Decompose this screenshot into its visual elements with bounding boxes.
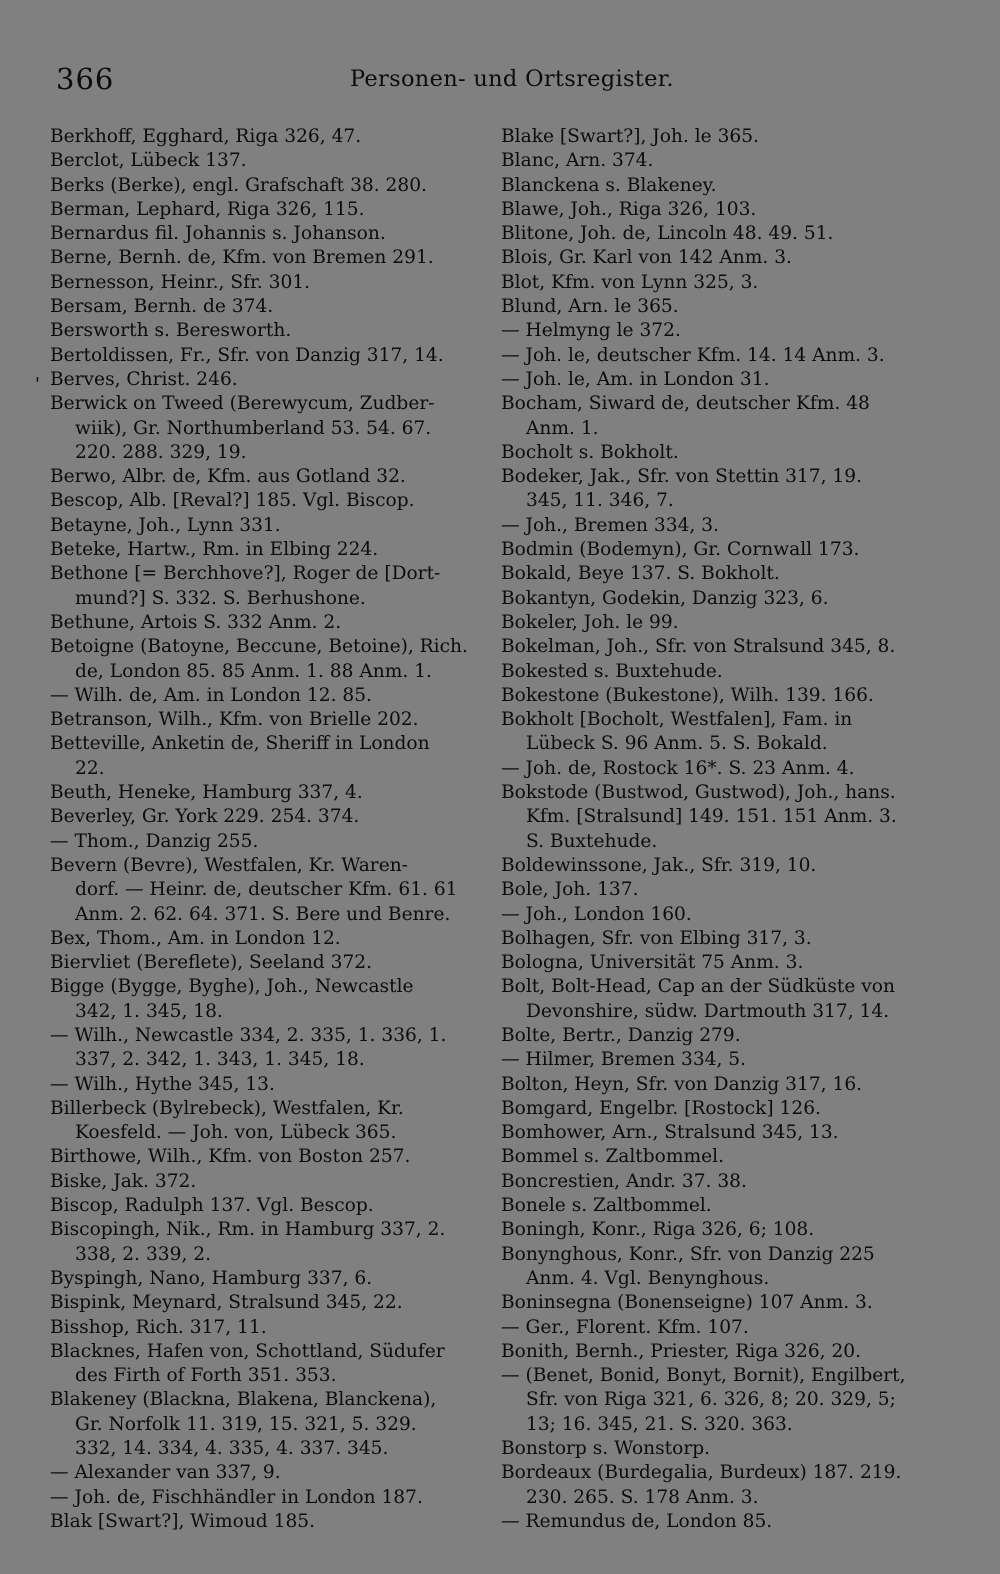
- index-entry: Bodmin (Bodemyn), Gr. Cornwall 173.: [501, 539, 860, 561]
- left-column: [50, 125, 500, 1534]
- index-entry: Bonele s. Zaltbommel.: [501, 1195, 712, 1217]
- index-entry: Bethone [= Berchhove?], Roger de [Dort-: [50, 563, 441, 585]
- index-entry: Bodeker, Jak., Sfr. von Stettin 317, 19.: [501, 466, 862, 488]
- index-entry: — Wilh. de, Am. in London 12. 85.: [50, 684, 372, 706]
- index-entry-continuation: des Firth of Forth 351. 353.: [75, 1365, 337, 1387]
- index-entry: Bomgard, Engelbr. [Rostock] 126.: [501, 1097, 821, 1119]
- index-entry: Blitone, Joh. de, Lincoln 48. 49. 51.: [501, 223, 834, 245]
- index-entry: Bokeler, Joh. le 99.: [501, 611, 679, 633]
- index-entry: Boldewinssone, Jak., Sfr. 319, 10.: [501, 854, 817, 876]
- index-entry-continuation: 220. 288. 329, 19.: [75, 441, 247, 463]
- index-entry-continuation: de, London 85. 85 Anm. 1. 88 Anm. 1.: [75, 660, 432, 682]
- index-entry: Bolton, Heyn, Sfr. von Danzig 317, 16.: [501, 1073, 863, 1095]
- index-entry-continuation: S. Buxtehude.: [526, 830, 658, 852]
- index-entry-continuation: wiik), Gr. Northumberland 53. 54. 67.: [75, 417, 432, 439]
- index-entry-continuation: 22.: [75, 757, 105, 779]
- index-entry-continuation: Koesfeld. — Joh. von, Lübeck 365.: [75, 1122, 397, 1144]
- index-entry-continuation: Lübeck S. 96 Anm. 5. S. Bokald.: [526, 733, 828, 755]
- index-entry: Bokantyn, Godekin, Danzig 323, 6.: [501, 587, 829, 609]
- index-entry: Boningh, Konr., Riga 326, 6; 108.: [501, 1219, 815, 1241]
- index-entry-continuation: 337, 2. 342, 1. 343, 1. 345, 18.: [75, 1049, 365, 1071]
- index-entry: Bonstorp s. Wonstorp.: [501, 1438, 711, 1460]
- index-entry: Bologna, Universität 75 Anm. 3.: [501, 952, 804, 974]
- index-entry: Birthowe, Wilh., Kfm. von Boston 257.: [50, 1146, 411, 1168]
- index-entry: Betayne, Joh., Lynn 331.: [50, 514, 281, 536]
- index-entry: — Joh. de, Fischhändler in London 187.: [50, 1486, 423, 1508]
- index-entry: Bolte, Bertr., Danzig 279.: [501, 1024, 741, 1046]
- index-entry: Bordeaux (Burdegalia, Burdeux) 187. 219.: [501, 1462, 902, 1484]
- index-entry: Beteke, Hartw., Rm. in Elbing 224.: [50, 539, 379, 561]
- index-entry-continuation: 338, 2. 339, 2.: [75, 1243, 212, 1265]
- index-entry: Bonynghous, Konr., Sfr. von Danzig 225: [501, 1243, 875, 1265]
- index-entry: Blanc, Arn. 374.: [501, 150, 654, 172]
- index-entry: Blawe, Joh., Riga 326, 103.: [501, 198, 757, 220]
- index-entry: Biscop, Radulph 137. Vgl. Bescop.: [50, 1195, 374, 1217]
- index-entry-continuation: Kfm. [Stralsund] 149. 151. 151 Anm. 3.: [526, 806, 897, 828]
- index-entry: Billerbeck (Bylrebeck), Westfalen, Kr.: [50, 1097, 404, 1119]
- index-entry: Blacknes, Hafen von, Schottland, Südufer: [50, 1340, 445, 1362]
- index-entry: Bocholt s. Bokholt.: [501, 441, 679, 463]
- index-entry: Berves, Christ. 246.: [50, 368, 238, 390]
- index-entry: Berclot, Lübeck 137.: [50, 150, 247, 172]
- index-entry: Betoigne (Batoyne, Beccune, Betoine), Rich.: [50, 636, 468, 658]
- index-entry: — Joh. de, Rostock 16*. S. 23 Anm. 4.: [501, 757, 855, 779]
- index-entry: — Alexander van 337, 9.: [50, 1462, 281, 1484]
- index-entry: Bispink, Meynard, Stralsund 345, 22.: [50, 1292, 403, 1314]
- index-entry-continuation: Anm. 2. 62. 64. 371. S. Bere und Benre.: [75, 903, 451, 925]
- index-entry: Boncrestien, Andr. 37. 38.: [501, 1170, 747, 1192]
- page-number: 366: [56, 62, 115, 96]
- index-entry: Bocham, Siward de, deutscher Kfm. 48: [501, 393, 870, 415]
- index-entry-continuation: Anm. 1.: [526, 417, 599, 439]
- index-entry: Betteville, Anketin de, Sheriff in London: [50, 733, 430, 755]
- index-entry-continuation: Sfr. von Riga 321, 6. 326, 8; 20. 329, 5;: [526, 1389, 896, 1411]
- index-entry: — Helmyng le 372.: [501, 320, 681, 342]
- index-entry: Bommel s. Zaltbommel.: [501, 1146, 724, 1168]
- index-entry: Blois, Gr. Karl von 142 Anm. 3.: [501, 247, 792, 269]
- running-head: Personen- und Ortsregister.: [350, 66, 674, 92]
- index-entry: Bisshop, Rich. 317, 11.: [50, 1316, 267, 1338]
- index-entry: Bokestone (Bukestone), Wilh. 139. 166.: [501, 684, 874, 706]
- index-entry: — Wilh., Hythe 345, 13.: [50, 1073, 275, 1095]
- index-entry: — Thom., Danzig 255.: [50, 830, 259, 852]
- index-entry: — Hilmer, Bremen 334, 5.: [501, 1049, 747, 1071]
- index-entry: Bex, Thom., Am. in London 12.: [50, 927, 341, 949]
- index-entry: Blak [Swart?], Wimoud 185.: [50, 1510, 316, 1532]
- index-entry: Bokelman, Joh., Sfr. von Stralsund 345, 8.: [501, 636, 896, 658]
- margin-mark: ': [35, 374, 40, 395]
- index-entry-continuation: dorf. — Heinr. de, deutscher Kfm. 61. 61: [75, 879, 458, 901]
- index-entry-continuation: Devonshire, südw. Dartmouth 317, 14.: [526, 1000, 890, 1022]
- index-entry: Bokald, Beye 137. S. Bokholt.: [501, 563, 780, 585]
- index-entry: Bolhagen, Sfr. von Elbing 317, 3.: [501, 927, 812, 949]
- index-entry: Bernesson, Heinr., Sfr. 301.: [50, 271, 311, 293]
- index-entry: — Joh. le, deutscher Kfm. 14. 14 Anm. 3.: [501, 344, 885, 366]
- index-entry: Berwick on Tweed (Berewycum, Zudber-: [50, 393, 435, 415]
- index-entry: Bernardus fil. Johannis s. Johanson.: [50, 223, 386, 245]
- index-entry: Bigge (Bygge, Byghe), Joh., Newcastle: [50, 976, 414, 998]
- index-entry: Berkhoff, Egghard, Riga 326, 47.: [50, 126, 362, 147]
- index-entry-continuation: 332, 14. 334, 4. 335, 4. 337. 345.: [75, 1438, 389, 1460]
- index-entry: Berwo, Albr. de, Kfm. aus Gotland 32.: [50, 466, 406, 488]
- index-entry: Blanckena s. Blakeney.: [501, 174, 717, 196]
- index-entry: Bomhower, Arn., Stralsund 345, 13.: [501, 1122, 839, 1144]
- index-entry: Blake [Swart?], Joh. le 365.: [501, 126, 759, 147]
- index-entry: Bokholt [Bocholt, Westfalen], Fam. in: [501, 709, 853, 731]
- index-entry: Biervliet (Bereflete), Seeland 372.: [50, 952, 373, 974]
- index-entry: Bethune, Artois S. 332 Anm. 2.: [50, 611, 342, 633]
- index-entry: Bolt, Bolt-Head, Cap an der Südküste von: [501, 976, 895, 998]
- index-entry: Bokstode (Bustwod, Gustwod), Joh., hans.: [501, 782, 896, 804]
- index-entry: Blot, Kfm. von Lynn 325, 3.: [501, 271, 759, 293]
- index-entry: Biske, Jak. 372.: [50, 1170, 197, 1192]
- index-entry: — Joh. le, Am. in London 31.: [501, 368, 770, 390]
- right-column: [501, 125, 946, 1534]
- index-entry: Berne, Bernh. de, Kfm. von Bremen 291.: [50, 247, 434, 269]
- index-entry: Beverley, Gr. York 229. 254. 374.: [50, 806, 360, 828]
- index-entry: Bonith, Bernh., Priester, Riga 326, 20.: [501, 1340, 862, 1362]
- index-entry: Bersam, Bernh. de 374.: [50, 296, 274, 318]
- index-entry: Blund, Arn. le 365.: [501, 296, 679, 318]
- index-entry: — Ger., Florent. Kfm. 107.: [501, 1316, 749, 1338]
- index-entry: Bevern (Bevre), Westfalen, Kr. Waren-: [50, 854, 408, 876]
- index-entry: Berman, Lephard, Riga 326, 115.: [50, 198, 365, 220]
- index-entry-continuation: 345, 11. 346, 7.: [526, 490, 674, 512]
- index-entry-continuation: Gr. Norfolk 11. 319, 15. 321, 5. 329.: [75, 1413, 417, 1435]
- index-entry: Blakeney (Blackna, Blakena, Blanckena),: [50, 1389, 437, 1411]
- index-entry: Bole, Joh. 137.: [501, 879, 639, 901]
- index-entry: Bescop, Alb. [Reval?] 185. Vgl. Biscop.: [50, 490, 415, 512]
- index-entry-continuation: Anm. 4. Vgl. Benynghous.: [526, 1267, 770, 1289]
- index-entry: — Joh., Bremen 334, 3.: [501, 514, 719, 536]
- index-entry-continuation: 230. 265. S. 178 Anm. 3.: [526, 1486, 759, 1508]
- index-entry: Beuth, Heneke, Hamburg 337, 4.: [50, 782, 363, 804]
- index-entry: Bokested s. Buxtehude.: [501, 660, 723, 682]
- index-entry: Berks (Berke), engl. Grafschaft 38. 280.: [50, 174, 427, 196]
- index-entry-continuation: 342, 1. 345, 18.: [75, 1000, 223, 1022]
- index-entry: — Wilh., Newcastle 334, 2. 335, 1. 336, 1.: [50, 1024, 447, 1046]
- index-entry-continuation: mund?] S. 332. S. Berhushone.: [75, 587, 366, 609]
- index-entry: Bertoldissen, Fr., Sfr. von Danzig 317, 14.: [50, 344, 444, 366]
- index-entry: Betranson, Wilh., Kfm. von Brielle 202.: [50, 709, 419, 731]
- index-entry: Byspingh, Nano, Hamburg 337, 6.: [50, 1267, 373, 1289]
- index-entry: Bersworth s. Beresworth.: [50, 320, 292, 342]
- index-entry: Boninsegna (Bonenseigne) 107 Anm. 3.: [501, 1292, 873, 1314]
- index-entry: — (Benet, Bonid, Bonyt, Bornit), Engilbert,: [501, 1365, 906, 1387]
- index-entry: — Joh., London 160.: [501, 903, 692, 925]
- index-entry: — Remundus de, London 85.: [501, 1510, 773, 1532]
- index-entry-continuation: 13; 16. 345, 21. S. 320. 363.: [526, 1413, 793, 1435]
- index-entry: Biscopingh, Nik., Rm. in Hamburg 337, 2.: [50, 1219, 446, 1241]
